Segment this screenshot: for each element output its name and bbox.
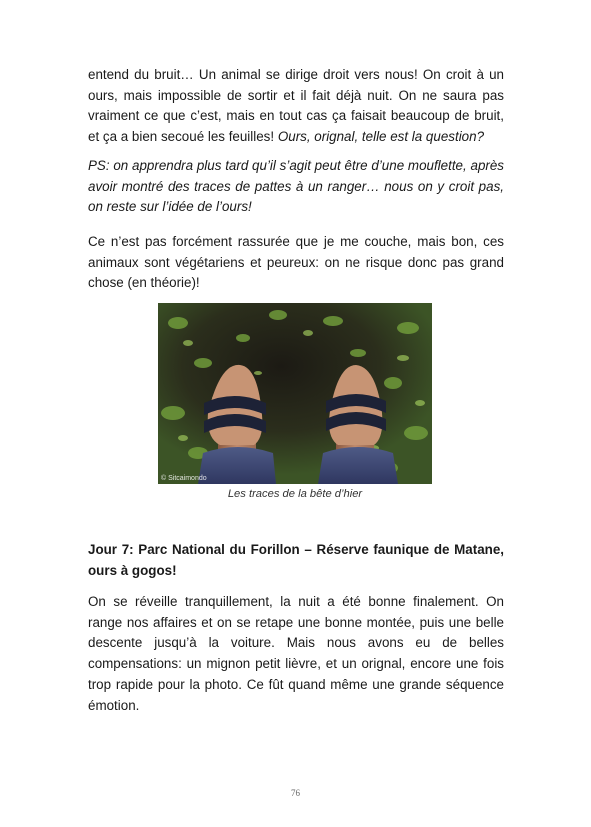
photo-feet-in-sandals (158, 303, 432, 484)
paragraph-text: entend du bruit… Un animal se dirige droit vers nous! On croit à un ours, mais impossible de sortir et il fait déjà nuit. On ne saura pas vraiment ce que c’est, mais en tout cas ça faisait beaucoup de bruit, et ça a bien secoué les feuilles! (88, 67, 504, 145)
paragraph-going-to-bed: Ce n’est pas forcément rassurée que je me couche, mais bon, ces animaux sont végétariens et peureux: on ne risque donc pas grand chose (en théorie)! (88, 234, 504, 291)
page-number: 76 (291, 788, 300, 798)
paragraph-italic-question: Ours, orignal, telle est la question? (277, 129, 485, 145)
photo-caption: Les traces de la bête d’hier (227, 488, 363, 500)
photo-watermark: © Sitcaimondo (161, 475, 207, 482)
paragraph-night-noise (88, 65, 504, 148)
paragraph-postscript: PS: on apprendra plus tard qu’il s’agit peut être d’une mouflette, après avoir montré des traces de pattes à un ranger… nous on y croit pas, on reste sur l’idée de l’ours! (88, 158, 504, 215)
paragraph-morning: On se réveille tranquillement, la nuit a été bonne finalement. On range nos affaires et on se retape une bonne montée, puis une belle descente jusqu’à la voiture. Mais nous avons eu de belles compensations: un mignon petit lièvre, et un orignal, encore une fois trop rapide pour la photo. Ce fût quand même une grande séquence émotion. (88, 594, 504, 713)
section-heading-day-7: Jour 7: Parc National du Forillon – Réserve faunique de Matane, ours à gogos! (88, 542, 504, 578)
